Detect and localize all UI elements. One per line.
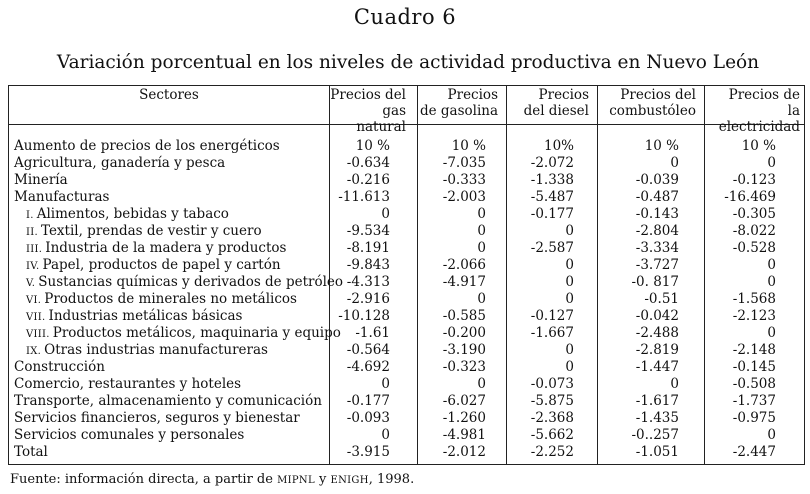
cell-gasolina: 0: [477, 223, 486, 239]
cell-diesel: 0: [565, 359, 574, 375]
row-label-text: Industrias metálicas básicas: [48, 308, 243, 324]
cell-combustoleo: -0. 817: [631, 274, 679, 290]
row-label-text: Productos metálicos, maquinaria y equipo: [52, 325, 341, 341]
cell-gasolina: -2.066: [442, 257, 486, 273]
row-roman-numeral: I.: [26, 210, 34, 221]
table-row: [9, 172, 804, 189]
row-roman-numeral: VIII.: [26, 329, 50, 340]
cell-gas-natural: -10.128: [338, 308, 390, 324]
cell-combustoleo: -0.042: [635, 308, 679, 324]
table-row: [9, 189, 804, 206]
cell-diesel: -2.252: [530, 444, 574, 460]
cell-gas-natural: -9.843: [346, 257, 390, 273]
cell-diesel: -5.875: [530, 393, 574, 409]
cell-diesel: -2.587: [530, 240, 574, 256]
row-label: [26, 206, 229, 224]
cell-electricidad: -2.148: [732, 342, 776, 358]
row-roman-numeral: II.: [26, 227, 38, 238]
row-label: [14, 155, 225, 172]
cell-combustoleo: 10 %: [644, 138, 679, 154]
cell-combustoleo: -0..257: [631, 427, 679, 443]
cell-diesel: 0: [565, 223, 574, 239]
table-row: [9, 444, 804, 461]
row-label: [26, 223, 262, 241]
row-label-text: Aumento de precios de los energéticos: [14, 138, 280, 154]
cell-gasolina: 0: [477, 291, 486, 307]
cell-gasolina: -6.027: [442, 393, 486, 409]
table-row: [9, 376, 804, 393]
cell-gas-natural: -0.564: [346, 342, 390, 358]
row-roman-numeral: VII.: [26, 312, 46, 323]
cell-electricidad: 0: [767, 155, 776, 171]
row-roman-numeral: IV.: [26, 261, 40, 272]
cell-gasolina: -1.260: [442, 410, 486, 426]
cell-diesel: 0: [565, 291, 574, 307]
cell-gas-natural: -4.313: [346, 274, 390, 290]
table-row: [9, 359, 804, 376]
table-row: [9, 342, 804, 359]
row-label: [26, 342, 268, 360]
cell-gas-natural: 0: [381, 206, 390, 222]
cell-diesel: -5.487: [530, 189, 574, 205]
cell-gasolina: -0.333: [442, 172, 486, 188]
cell-combustoleo: -3.334: [635, 240, 679, 256]
header-diesel: Precios del diesel: [523, 87, 589, 119]
cell-electricidad: -0.508: [732, 376, 776, 392]
table-row: [9, 393, 804, 410]
cell-combustoleo: -1.617: [635, 393, 679, 409]
cell-gas-natural: 10 %: [355, 138, 390, 154]
header-gas-natural: Precios del gas natural: [330, 87, 406, 135]
row-label-text: Agricultura, ganadería y pesca: [14, 155, 226, 171]
row-label: [14, 427, 244, 444]
cell-diesel: -0.177: [530, 206, 574, 222]
row-label: [14, 172, 68, 189]
row-roman-numeral: III.: [26, 244, 43, 255]
table-row: [9, 206, 804, 223]
row-label-text: Productos de minerales no metálicos: [44, 291, 297, 307]
cell-combustoleo: -2.804: [635, 223, 679, 239]
header-electricidad: Precios de la electricidad: [718, 87, 800, 135]
row-label-text: Transporte, almacenamiento y comunicación: [14, 393, 322, 409]
cell-electricidad: -1.737: [732, 393, 776, 409]
row-label: [26, 325, 341, 343]
row-label-text: Industria de la madera y productos: [45, 240, 287, 256]
row-label-text: Papel, productos de papel y cartón: [42, 257, 281, 273]
row-label: [26, 291, 297, 309]
cell-gas-natural: -8.191: [346, 240, 390, 256]
cell-diesel: 10%: [543, 138, 574, 154]
table-row: [9, 240, 804, 257]
cell-electricidad: -0.305: [732, 206, 776, 222]
row-label-text: Servicios comunales y personales: [14, 427, 245, 443]
row-label-text: Construcción: [14, 359, 105, 375]
row-label-text: Otras industrias manufactureras: [44, 342, 268, 358]
cell-electricidad: -2.447: [732, 444, 776, 460]
table-row: [9, 325, 804, 342]
cell-combustoleo: 0: [670, 155, 679, 171]
cell-gasolina: -2.003: [442, 189, 486, 205]
cell-gas-natural: -9.534: [346, 223, 390, 239]
cell-gas-natural: -2.916: [346, 291, 390, 307]
row-label: [14, 138, 280, 155]
cell-combustoleo: -0.143: [635, 206, 679, 222]
cell-combustoleo: -0.51: [644, 291, 679, 307]
cell-combustoleo: -0.039: [635, 172, 679, 188]
source-note: Fuente: información directa, a partir de MIPNL y ENIGH, 1998.: [10, 472, 415, 487]
cell-gas-natural: -0.216: [346, 172, 390, 188]
table-row: [9, 155, 804, 172]
cell-gasolina: -7.035: [442, 155, 486, 171]
header-sectores: Sectores: [139, 87, 199, 103]
cell-combustoleo: -2.819: [635, 342, 679, 358]
table-row: [9, 274, 804, 291]
cell-diesel: -0.073: [530, 376, 574, 392]
cell-combustoleo: -3.727: [635, 257, 679, 273]
row-roman-numeral: VI.: [26, 295, 42, 306]
row-label-text: Minería: [14, 172, 68, 188]
row-label-text: Manufacturas: [14, 189, 110, 205]
row-label: [26, 240, 286, 258]
cell-gasolina: -4.981: [442, 427, 486, 443]
cell-combustoleo: -1.051: [635, 444, 679, 460]
cell-electricidad: -1.568: [732, 291, 776, 307]
cell-electricidad: 0: [767, 274, 776, 290]
cell-diesel: -1.338: [530, 172, 574, 188]
cell-gas-natural: 0: [381, 427, 390, 443]
row-roman-numeral: IX.: [26, 346, 42, 357]
cell-electricidad: -8.022: [732, 223, 776, 239]
cell-diesel: 0: [565, 274, 574, 290]
row-label: [26, 308, 242, 326]
row-label: [14, 376, 241, 393]
row-label: [14, 410, 300, 427]
cell-gasolina: -0.323: [442, 359, 486, 375]
row-label: [14, 444, 48, 461]
row-label: [14, 359, 105, 376]
cell-diesel: -0.127: [530, 308, 574, 324]
row-label: [26, 257, 281, 275]
cell-gas-natural: -11.613: [338, 189, 390, 205]
cell-electricidad: 0: [767, 427, 776, 443]
cell-gasolina: -2.012: [442, 444, 486, 460]
cell-gas-natural: -4.692: [346, 359, 390, 375]
cell-electricidad: 10 %: [741, 138, 776, 154]
row-roman-numeral: V.: [26, 278, 36, 289]
cell-gas-natural: 0: [381, 376, 390, 392]
cell-electricidad: -0.528: [732, 240, 776, 256]
cell-electricidad: -0.123: [732, 172, 776, 188]
cell-diesel: -5.662: [530, 427, 574, 443]
header-divider: [9, 124, 804, 125]
row-label-text: Sustancias químicas y derivados de petróleo: [38, 274, 344, 290]
cell-diesel: 0: [565, 257, 574, 273]
cell-gasolina: -4.917: [442, 274, 486, 290]
data-table: [8, 85, 805, 465]
row-label: [26, 274, 343, 292]
header-gasolina: Precios de gasolina: [419, 87, 498, 119]
cell-diesel: 0: [565, 342, 574, 358]
cell-diesel: -1.667: [530, 325, 574, 341]
cell-gasolina: 0: [477, 206, 486, 222]
cell-electricidad: 0: [767, 257, 776, 273]
cell-gas-natural: -0.177: [346, 393, 390, 409]
cell-gasolina: -3.190: [442, 342, 486, 358]
cell-combustoleo: -0.487: [635, 189, 679, 205]
table-caption: Cuadro 6: [353, 5, 457, 29]
table-row: [9, 138, 804, 155]
cell-gasolina: -0.585: [442, 308, 486, 324]
row-label: [14, 393, 322, 410]
cell-electricidad: -0.145: [732, 359, 776, 375]
cell-combustoleo: 0: [670, 376, 679, 392]
cell-gas-natural: -0.093: [346, 410, 390, 426]
row-label-text: Alimentos, bebidas y tabaco: [36, 206, 229, 222]
table-row: [9, 308, 804, 325]
cell-combustoleo: -2.488: [635, 325, 679, 341]
cell-gasolina: 0: [477, 376, 486, 392]
cell-gasolina: 10 %: [451, 138, 486, 154]
cell-gas-natural: -1.61: [355, 325, 390, 341]
row-label-text: Total: [14, 444, 48, 460]
table-row: [9, 223, 804, 240]
cell-combustoleo: -1.435: [635, 410, 679, 426]
cell-gas-natural: -0.634: [346, 155, 390, 171]
cell-gas-natural: -3.915: [346, 444, 390, 460]
cell-diesel: -2.072: [530, 155, 574, 171]
header-combustoleo: Precios del combustóleo: [609, 87, 696, 119]
cell-combustoleo: -1.447: [635, 359, 679, 375]
cell-electricidad: 0: [767, 325, 776, 341]
table-row: [9, 427, 804, 444]
cell-electricidad: -2.123: [732, 308, 776, 324]
table-title: Variación porcentual en los niveles de actividad productiva en Nuevo León: [56, 52, 760, 73]
cell-electricidad: -16.469: [724, 189, 776, 205]
row-label-text: Comercio, restaurantes y hoteles: [14, 376, 242, 392]
row-label: [14, 189, 109, 206]
cell-diesel: -2.368: [530, 410, 574, 426]
row-label-text: Textil, prendas de vestir y cuero: [40, 223, 262, 239]
table-row: [9, 257, 804, 274]
row-label-text: Servicios financieros, seguros y bienestar: [14, 410, 300, 426]
cell-gasolina: -0.200: [442, 325, 486, 341]
cell-gasolina: 0: [477, 240, 486, 256]
table-row: [9, 291, 804, 308]
cell-electricidad: -0.975: [732, 410, 776, 426]
table-row: [9, 410, 804, 427]
